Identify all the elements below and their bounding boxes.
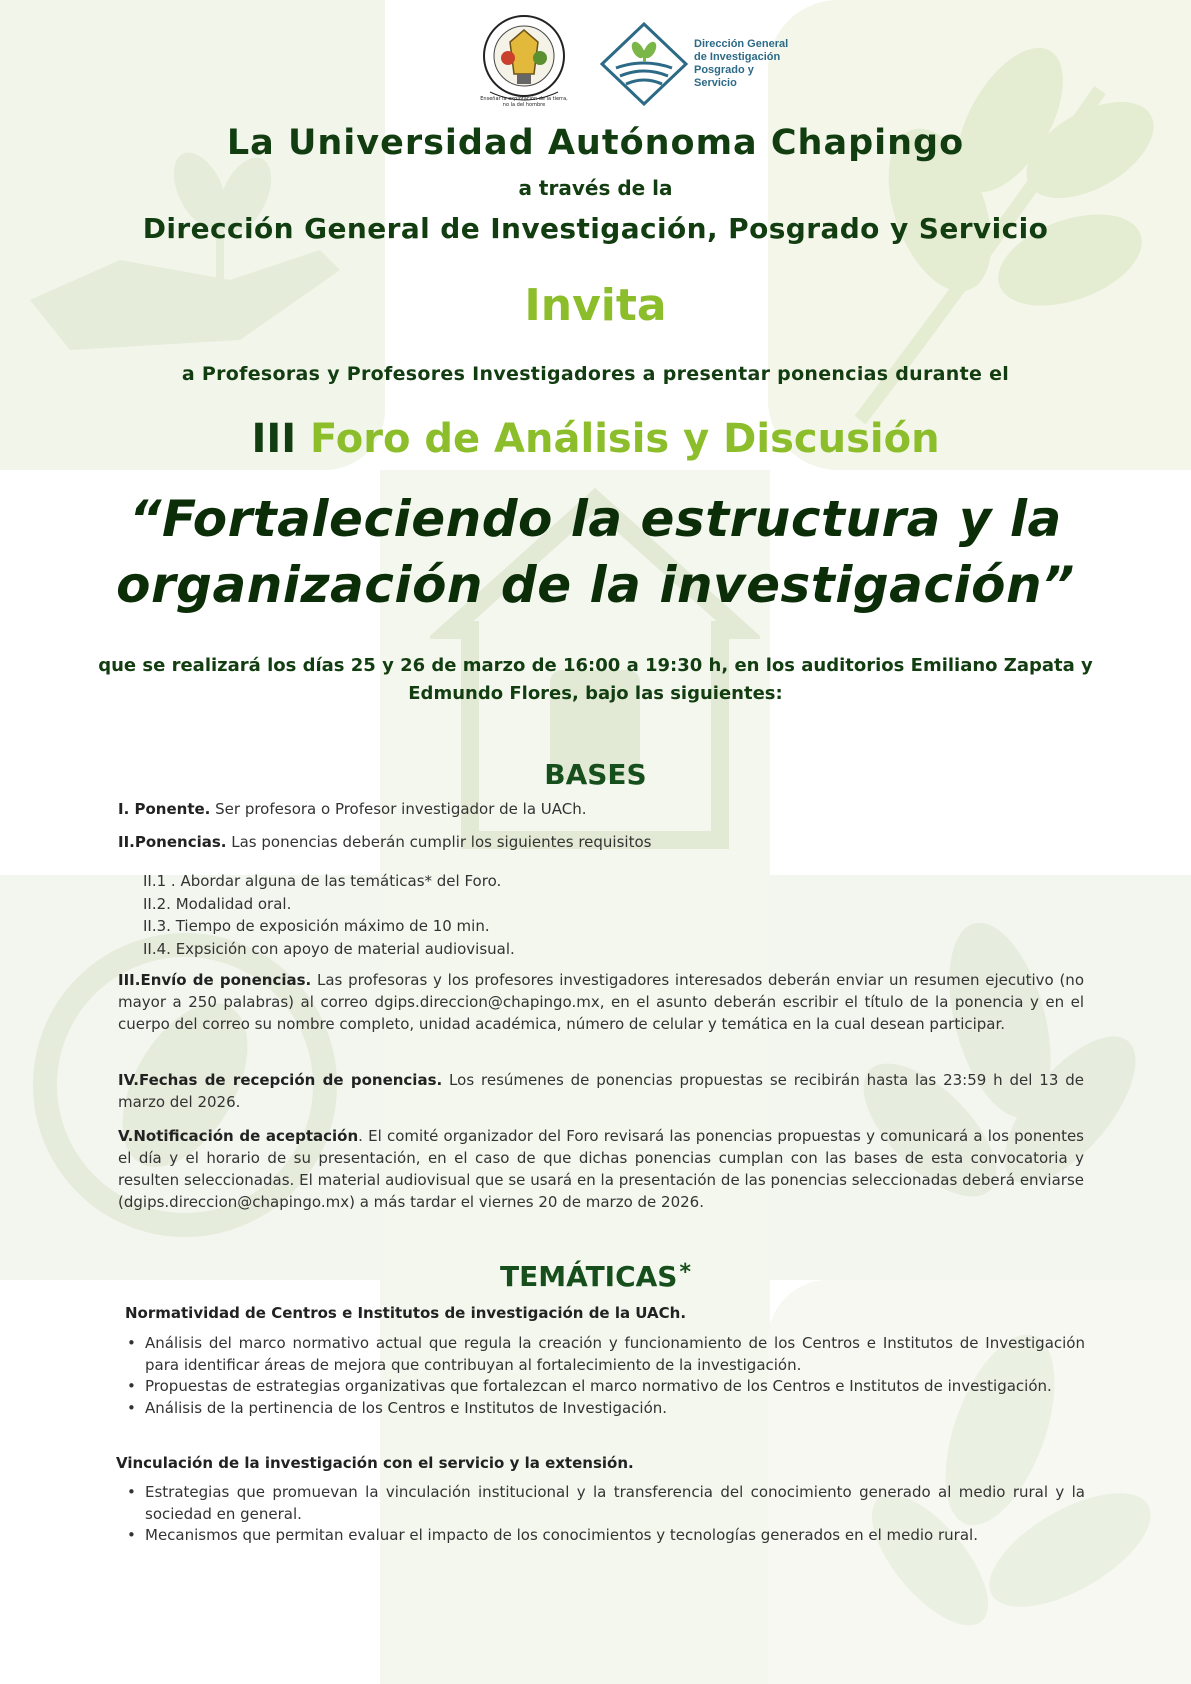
invita-heading: Invita (524, 280, 667, 331)
forum-edition: III (251, 416, 297, 462)
via-text: a través de la (518, 176, 673, 200)
base-label: III.Envío de ponencias. (118, 971, 312, 989)
bases-heading: BASES (544, 758, 647, 791)
forum-slogan (0, 486, 1191, 618)
svg-text:Enseñar la explotación de la t: Enseñar la explotación de la tierra, (480, 96, 568, 102)
list-item: • Estrategias que promuevan la vinculación institucional y la transferencia del conocimiento generado al medio rural y la sociedad en general. (145, 1482, 1085, 1525)
list-item: • Mecanismos que permitan evaluar el impacto de los conocimientos y tecnologías generados en el medio rural. (145, 1525, 1085, 1547)
base-text: . El comité organizador del Foro revisará las ponencias propuestas y comunicará a los ponentes el día y el horario de su presentación, en el caso de que dichas ponencias cumplan con las bases de esta convocatoria y resulten seleccionadas. El material audiovisual que se usará en la presentación de las ponencias seleccionadas deberá enviarse (dgips.direccion@chapingo.mx) a más tardar el viernes 20 de marzo de 2026. (118, 1127, 1084, 1211)
base-text: Ser profesora o Profesor investigador de la UACh. (210, 800, 587, 818)
base-text: Las profesoras y los profesores investigadores interesados deberán enviar un resumen ejecutivo (no mayor a 250 palabras) al correo dgips.direccion@chapingo.mx, en el asunto deberán escribir el título de la ponencia y en el cuerpo del correo su nombre completo, unidad académica, número de celular y temática en la cual desean participar. (118, 971, 1084, 1033)
slogan-line: organización de la investigación” (116, 556, 1075, 614)
dgips-emblem-icon (598, 22, 690, 106)
base-item (118, 831, 1084, 853)
base-text: Las ponencias deberán cumplir los siguientes requisitos (226, 833, 652, 851)
invite-line: a Profesoras y Profesores Investigadores a presentar ponencias durante el (181, 363, 1010, 385)
dgips-logo (598, 22, 798, 106)
asterisk-mark: * (679, 1260, 691, 1285)
dgips-logo-text (694, 38, 798, 90)
dgips-logo-line: Dirección General (694, 38, 789, 50)
list-item: II.1 . Abordar alguna de las temáticas* del Foro. (143, 872, 502, 890)
list-item: II.4. Expsición con apoyo de material audiovisual. (143, 939, 515, 958)
topic-group-title: Normatividad de Centros e Institutos de investigación de la UACh. (125, 1304, 687, 1322)
event-details: que se realizará los días 25 y 26 de marzo de 16:00 a 19:30 h, en los auditorios Emiliano Zapata y Edmundo Flores, bajo las siguientes: (98, 655, 1093, 704)
forum-title (0, 416, 1191, 462)
list-item: • Análisis del marco normativo actual que regula la creación y funcionamiento de los Centros e Institutos de Investigación para identificar áreas de mejora que contribuyan al fortalecimiento de la investigación. (145, 1333, 1085, 1376)
base-item (118, 1125, 1084, 1213)
topic-list (145, 1482, 1085, 1547)
base-label: II.Ponencias. (118, 833, 227, 851)
svg-text:no la del hombre: no la del hombre (502, 102, 546, 108)
requirements-list (143, 870, 843, 960)
dgips-logo-line: Posgrado y Servicio (694, 64, 754, 89)
base-item (118, 1069, 1084, 1113)
list-item: • Propuestas de estrategias organizativas que fortalezcan el marco normativo de los Centros e Institutos de investigación. (145, 1376, 1085, 1398)
list-item: • Análisis de la pertinencia de los Centros e Institutos de Investigación. (145, 1398, 1085, 1420)
topic-group-title: Vinculación de la investigación con el servicio y la extensión. (116, 1454, 634, 1472)
university-title: La Universidad Autónoma Chapingo (226, 123, 965, 163)
base-label: I. Ponente. (118, 800, 211, 818)
tematicas-heading (0, 1260, 1191, 1293)
tematicas-title: TEMÁTICAS (499, 1260, 678, 1293)
base-label: V.Notificación de aceptación (118, 1127, 359, 1145)
base-label: IV.Fechas de recepción de ponencias. (118, 1071, 443, 1089)
university-seal-logo (470, 12, 578, 108)
dgips-title: Dirección General de Investigación, Posgrado y Servicio (142, 212, 1049, 245)
base-item (118, 969, 1084, 1035)
dgips-logo-line: de Investigación (694, 51, 781, 63)
list-item: II.2. Modalidad oral. (143, 894, 292, 913)
base-item (118, 798, 1084, 820)
forum-name: Foro de Análisis y Discusión (310, 416, 940, 462)
base-text: Los resúmenes de ponencias propuestas se recibirán hasta las 23:59 h del 13 de marzo del 2026. (118, 1071, 1084, 1111)
list-item: II.3. Tiempo de exposición máximo de 10 min. (143, 917, 490, 935)
slogan-line: “Fortaleciendo la estructura y la (129, 490, 1062, 548)
topic-list (145, 1333, 1085, 1419)
